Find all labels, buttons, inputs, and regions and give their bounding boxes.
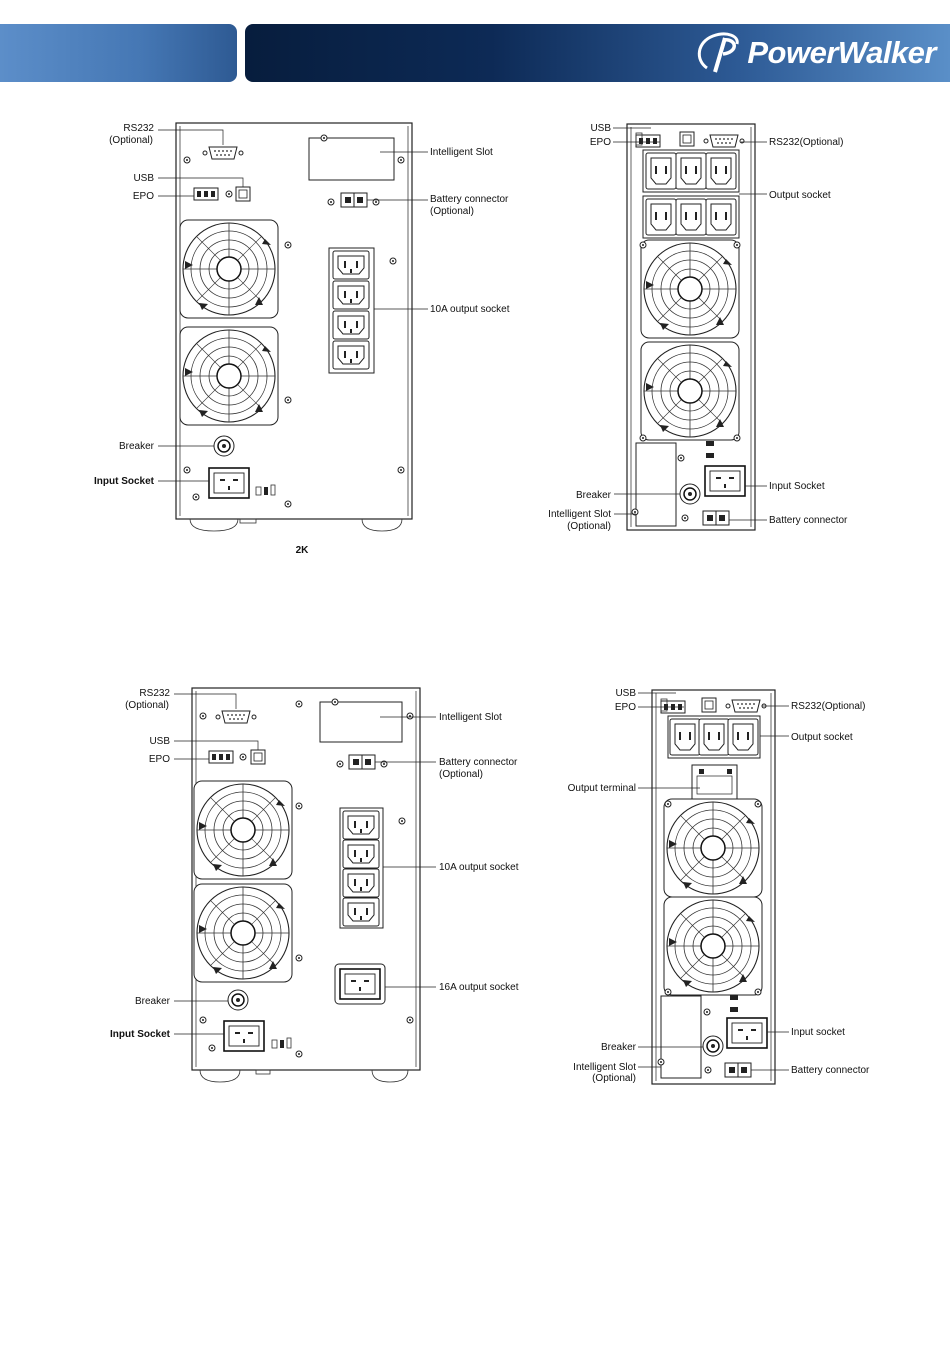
label-10a-output: 10A output socket: [439, 862, 519, 873]
label-10a-output: 10A output socket: [430, 304, 510, 315]
usb-port: [236, 187, 250, 201]
figure-caption-2k: 2K: [295, 545, 309, 556]
label-intelligent-slot: Intelligent Slot: [573, 1062, 636, 1073]
breaker: [680, 484, 700, 504]
brand-name: PowerWalker: [747, 35, 936, 70]
label-rs232-optional: RS232(Optional): [769, 137, 844, 148]
label-battery-connector: Battery connector: [430, 194, 509, 205]
ups-rear-panel: [176, 123, 412, 519]
label-intelligent-slot: Intelligent Slot: [430, 147, 493, 158]
input-socket: [224, 1021, 264, 1051]
epo-port: [194, 188, 218, 200]
foot: [362, 519, 402, 531]
label-rs232-optional: RS232(Optional): [791, 701, 866, 712]
label-epo: EPO: [148, 754, 170, 765]
battery-connector: [349, 755, 375, 769]
battery-connector: [725, 1063, 751, 1077]
label-output-socket: Output socket: [769, 190, 831, 201]
input-socket: [705, 466, 745, 496]
label-battery-connector: Battery connector: [791, 1065, 870, 1076]
label-input-socket: Input socket: [791, 1027, 845, 1038]
label-epo: EPO: [132, 191, 154, 202]
label-battery-connector: Battery connector: [769, 515, 848, 526]
label-epo: EPO: [614, 702, 636, 713]
usb-port: [251, 750, 265, 764]
breaker: [228, 990, 248, 1010]
foot: [190, 519, 238, 531]
cooling-fan: [194, 884, 292, 982]
figure-rack-a: [548, 123, 848, 532]
battery-connector: [703, 511, 729, 525]
cooling-fan: [180, 220, 278, 318]
input-socket: [209, 468, 249, 498]
label-input-socket: Input Socket: [769, 481, 825, 492]
label-breaker: Breaker: [118, 441, 154, 452]
breaker: [214, 436, 234, 456]
label-usb: USB: [590, 123, 611, 134]
label-output-socket: Output socket: [791, 732, 853, 743]
label-battery-connector: Battery connector: [439, 757, 518, 768]
label-usb: USB: [615, 688, 636, 699]
label-breaker: Breaker: [575, 490, 611, 501]
cooling-fan: [664, 799, 762, 897]
label-input-socket: Input Socket: [109, 1029, 170, 1040]
figure-2k-tower: [94, 123, 510, 556]
label-slot-optional: (Optional): [592, 1073, 636, 1084]
figure-3k-tower: [110, 688, 519, 1082]
cooling-fan: [641, 240, 739, 338]
intelligent-slot: [636, 443, 676, 526]
label-slot-optional: (Optional): [567, 521, 611, 532]
label-usb: USB: [133, 173, 154, 184]
label-battery-optional: (Optional): [430, 206, 474, 217]
epo-port: [209, 751, 233, 763]
label-input-socket: Input Socket: [93, 476, 154, 487]
breaker: [703, 1036, 723, 1056]
foot: [200, 1070, 240, 1082]
label-battery-optional: (Optional): [439, 769, 483, 780]
label-intelligent-slot: Intelligent Slot: [439, 712, 502, 723]
cooling-fan: [180, 327, 278, 425]
intelligent-slot: [320, 702, 402, 742]
intelligent-slot: [309, 138, 394, 180]
label-rs232: RS232: [139, 688, 170, 699]
usb-port: [680, 132, 694, 146]
figure-rack-b: [568, 688, 870, 1084]
label-breaker: Breaker: [600, 1042, 636, 1053]
label-breaker: Breaker: [134, 996, 170, 1007]
label-intelligent-slot: Intelligent Slot: [548, 509, 611, 520]
input-socket: [727, 1018, 767, 1048]
label-output-terminal: Output terminal: [567, 783, 636, 794]
cooling-fan: [641, 342, 739, 440]
usb-port: [702, 698, 716, 712]
label-rs232-optional: (Optional): [125, 700, 169, 711]
cooling-fan: [194, 781, 292, 879]
label-epo: EPO: [589, 137, 611, 148]
label-rs232-optional: (Optional): [109, 135, 153, 146]
intelligent-slot: [661, 996, 701, 1078]
label-16a-output: 16A output socket: [439, 982, 519, 993]
label-rs232: RS232: [123, 123, 154, 134]
battery-connector: [341, 193, 367, 207]
cooling-fan: [664, 897, 762, 995]
foot: [372, 1070, 408, 1082]
label-usb: USB: [149, 736, 170, 747]
